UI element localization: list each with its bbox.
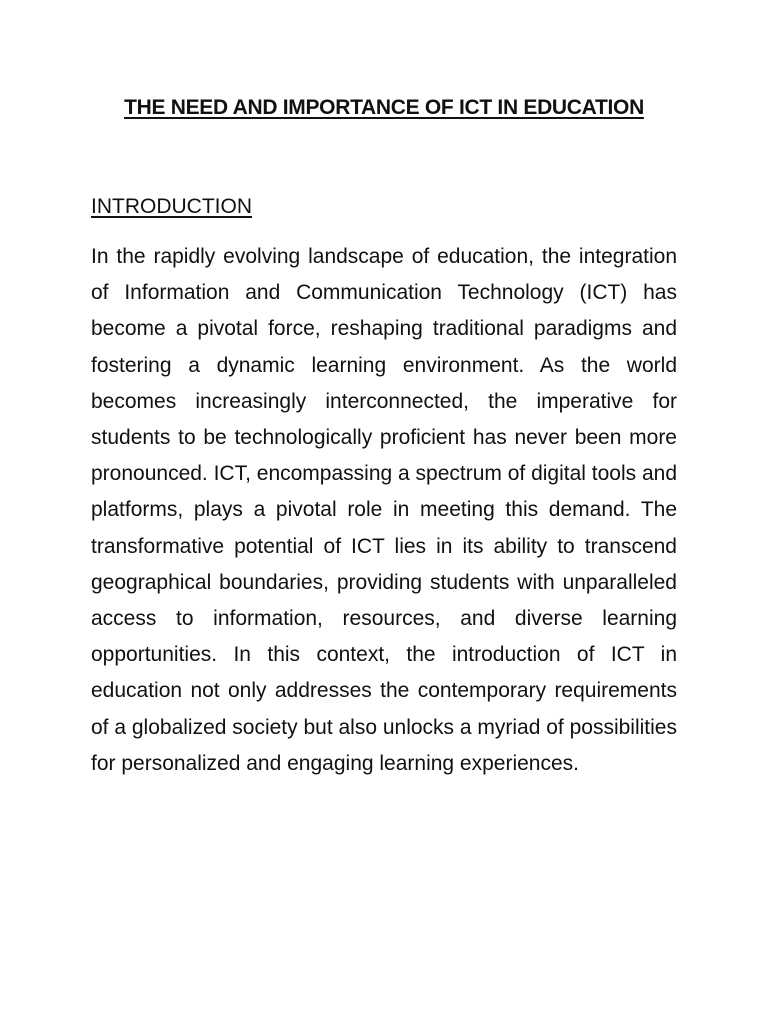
body-paragraph: In the rapidly evolving landscape of education, the integration of Information and Communication Technology (ICT) has become a pivotal force, reshaping traditional paradigms and fostering a dynamic learning environment. As the world becomes increasingly interconnected, the imperative for students to be technologically proficient has never been more pronounced. ICT, encompassing a spectrum of digital tools and platforms, plays a pivotal role in meeting this demand. The transformative potential of ICT lies in its ability to transcend geographical boundaries, providing students with unparalleled access to information, resources, and diverse learning opportunities. In this context, the introduction of ICT in education not only addresses the contemporary requirements of a globalized society but also unlocks a myriad of possibilities for personalized and engaging learning experiences. <box>91 245 678 775</box>
document-title: THE NEED AND IMPORTANCE OF ICT IN EDUCATION <box>124 96 644 119</box>
section-heading: INTRODUCTION <box>91 195 252 218</box>
